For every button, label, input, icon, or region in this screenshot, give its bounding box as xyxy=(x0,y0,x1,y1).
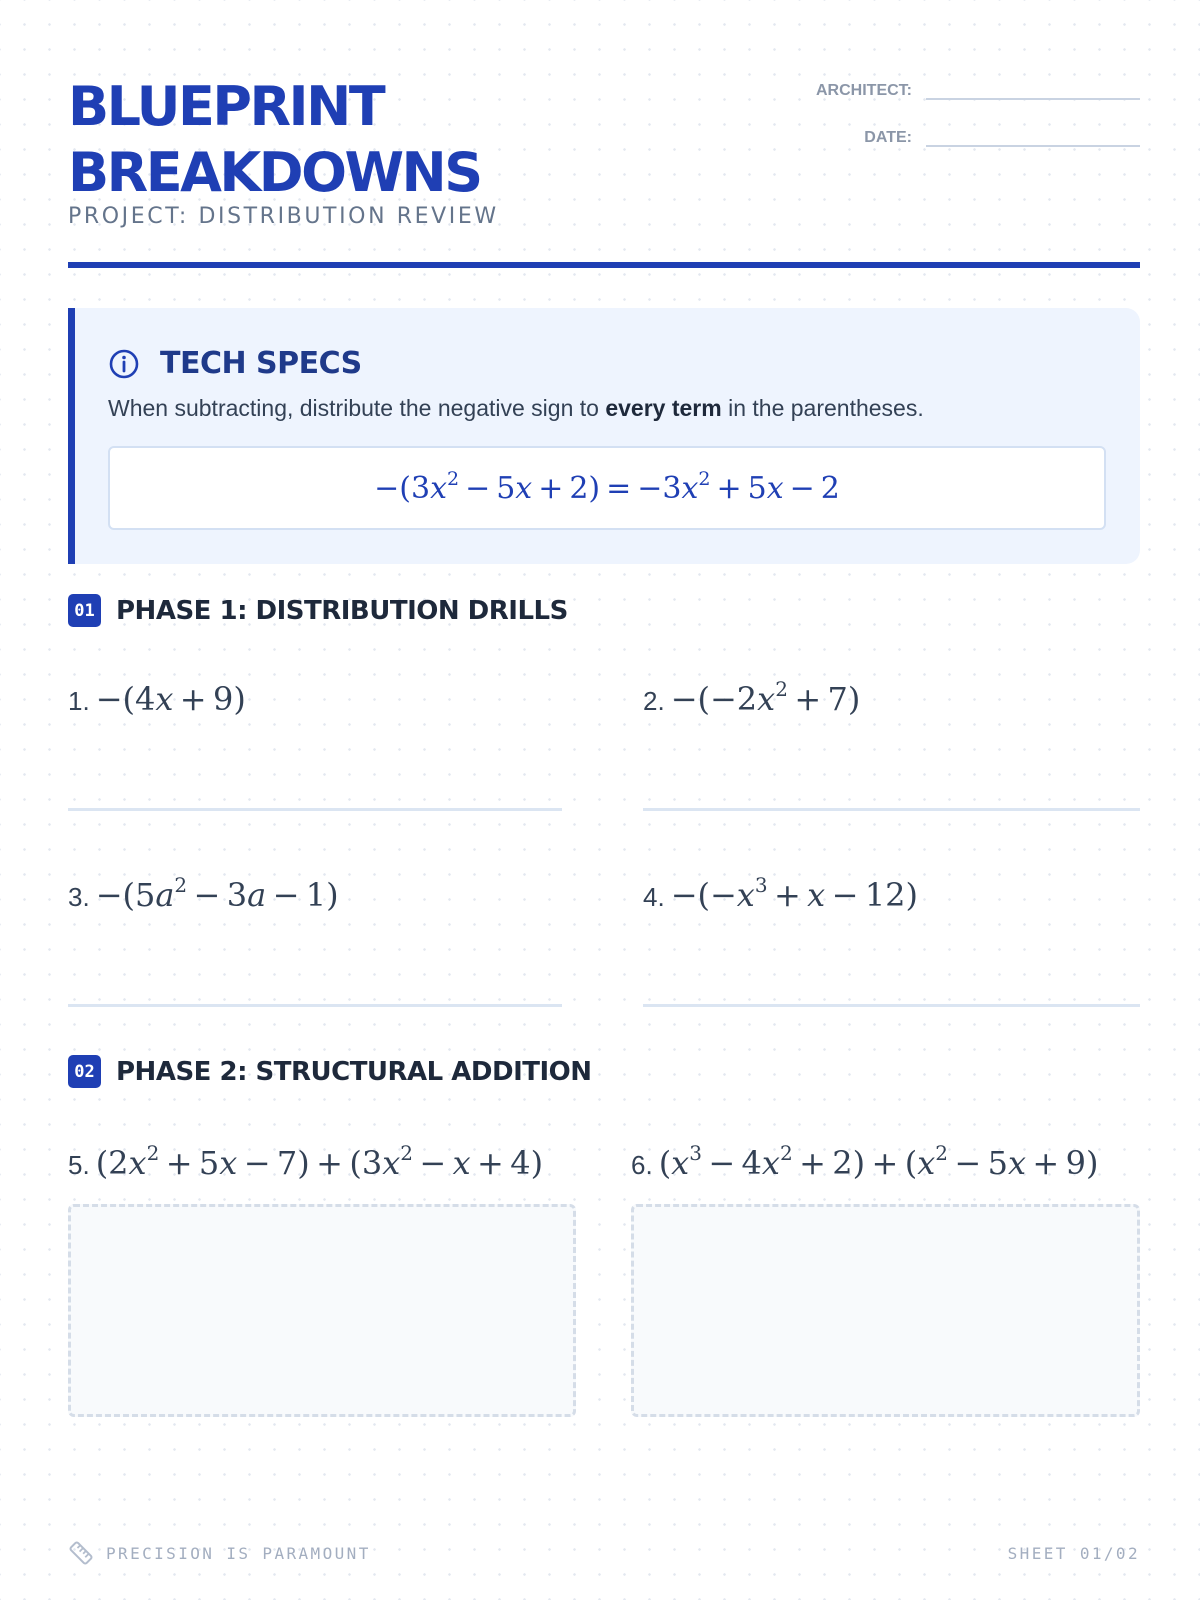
problem-number: 2. xyxy=(643,686,665,716)
ruler-icon xyxy=(68,1540,94,1566)
meta-fields xyxy=(780,72,1140,166)
problem-expression: $-(5a^2 - 3a - 1)$ xyxy=(95,873,339,914)
phase-2-header xyxy=(68,1055,592,1088)
title-line-2: BREAKDOWNS xyxy=(68,141,481,204)
problem-number: 4. xyxy=(643,882,665,912)
worksheet-title xyxy=(68,74,481,206)
problem-expression: −(4x + 9) xyxy=(95,680,246,718)
phase-2-title: PHASE 2: STRUCTURAL ADDITION xyxy=(116,1056,592,1087)
answer-line-4[interactable] xyxy=(643,1004,1140,1007)
answer-line-1[interactable] xyxy=(68,808,562,811)
architect-field[interactable] xyxy=(926,72,1140,100)
specs-text-bold: every term xyxy=(605,395,722,421)
problem-2 xyxy=(643,677,861,718)
problem-number: 3. xyxy=(68,882,90,912)
project-subtitle: PROJECT: DISTRIBUTION REVIEW xyxy=(68,204,499,229)
problem-expression: $(x^3 - 4x^2 + 2) + (x^2 - 5x + 9)$ xyxy=(658,1141,1099,1182)
problem-1 xyxy=(68,680,246,718)
problem-6 xyxy=(631,1141,1099,1182)
date-row xyxy=(780,119,1140,147)
phase-1-title: PHASE 1: DISTRIBUTION DRILLS xyxy=(116,595,568,626)
architect-label: ARCHITECT: xyxy=(816,82,912,99)
problem-number: 5. xyxy=(68,1150,90,1180)
date-label: DATE: xyxy=(864,129,912,146)
worksheet-page xyxy=(68,0,1140,1600)
sheet-number: SHEET 01/02 xyxy=(1007,1544,1140,1563)
footer-motto xyxy=(68,1540,371,1566)
problem-number: 6. xyxy=(631,1150,653,1180)
answer-line-2[interactable] xyxy=(643,808,1140,811)
header-divider xyxy=(68,262,1140,268)
problem-number: 1. xyxy=(68,686,90,716)
architect-row xyxy=(780,72,1140,100)
problem-expression: $-(-x^3 + x - 12)$ xyxy=(670,873,919,914)
formula-box xyxy=(108,446,1106,530)
info-icon xyxy=(108,348,140,380)
problem-3 xyxy=(68,873,339,914)
problem-expression: $(2x^2 + 5x - 7) + (3x^2 - x + 4)$ xyxy=(95,1141,544,1182)
tech-specs-header xyxy=(108,346,362,381)
problem-expression: $-(-2x^2 + 7)$ xyxy=(670,677,861,718)
problem-4 xyxy=(643,873,919,914)
tech-specs-text xyxy=(108,395,924,422)
phase-2-badge: 02 xyxy=(68,1055,101,1088)
title-line-1: BLUEPRINT xyxy=(68,75,384,138)
specs-formula: $-(3x^2 - 5x + 2) = -3x^2 + 5x - 2$ xyxy=(374,467,840,506)
work-area-5[interactable] xyxy=(68,1204,576,1417)
specs-text-after: in the parentheses. xyxy=(721,395,924,421)
date-field[interactable] xyxy=(926,119,1140,147)
problem-5 xyxy=(68,1141,544,1182)
answer-line-3[interactable] xyxy=(68,1004,562,1007)
work-area-6[interactable] xyxy=(631,1204,1140,1417)
specs-text-before: When subtracting, distribute the negative sign to xyxy=(108,395,606,421)
phase-1-badge: 01 xyxy=(68,594,101,627)
footer-motto-text: PRECISION IS PARAMOUNT xyxy=(106,1543,371,1563)
tech-specs-box xyxy=(68,308,1140,564)
tech-specs-title: TECH SPECS xyxy=(160,346,362,381)
phase-1-header xyxy=(68,594,568,627)
